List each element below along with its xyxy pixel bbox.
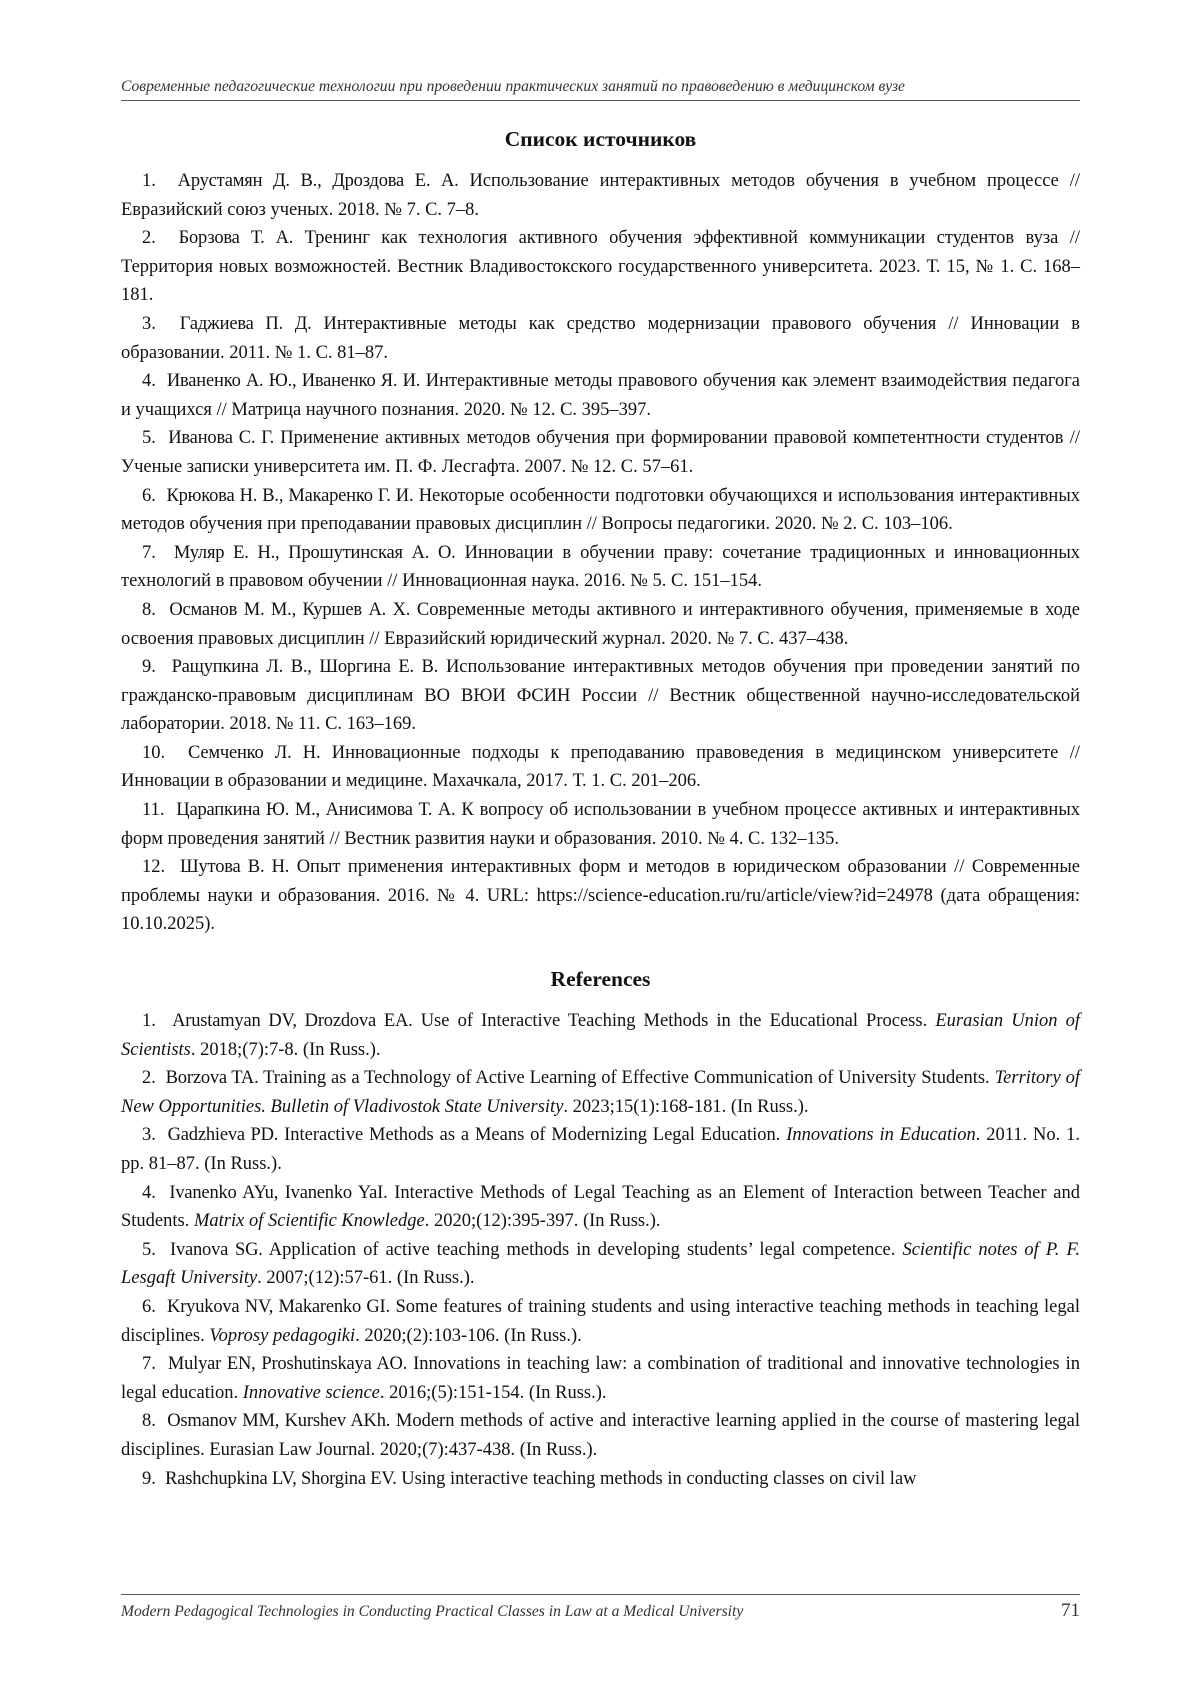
reference-item-1 [121, 1007, 1080, 1064]
source-text: Тренинг как технология активного обучения эффективной коммуникации студентов вуза // Территория новых возможностей. Вестник Владивостокского государственного университета. 2023. Т. 15, № 1. С. 168–181. [121, 228, 1080, 306]
footer-title: Modern Pedagogical Technologies in Conducting Practical Classes in Law at a Medical University [121, 1603, 744, 1620]
reference-details: . 2018;(7):7-8. (In Russ.). [190, 1039, 381, 1060]
reference-number: 6. [142, 1296, 156, 1317]
source-author: Ращупкина Л. В., Шоргина Е. В. [171, 657, 439, 678]
source-item-10 [121, 739, 1080, 796]
source-item-7 [121, 539, 1080, 596]
source-author: Крюкова Н. В., Макаренко Г. И. [166, 485, 414, 506]
reference-details: . 2007;(12):57-61. (In Russ.). [257, 1268, 475, 1289]
source-author: Гаджиева П. Д. [179, 313, 312, 334]
reference-item-4 [121, 1179, 1080, 1236]
source-number: 6. [142, 485, 156, 506]
reference-journal: Innovations in Education [786, 1125, 976, 1146]
source-text: Интерактивные методы правового обучения как элемент взаимодействия педагога и учащихся // Матрица научного познания. 2020. № 12. С. 395–397. [121, 371, 1080, 420]
source-text: Использование интерактивных методов обучения в учебном процессе // Евразийский союз ученых. 2018. № 7. С. 7–8. [121, 171, 1081, 220]
reference-item-8 [121, 1407, 1080, 1464]
reference-journal: Innovative science [242, 1382, 380, 1403]
source-number: 4. [142, 371, 156, 392]
source-number: 9. [142, 657, 156, 678]
reference-item-7 [121, 1350, 1080, 1407]
source-author: Арустамян Д. В., Дроздова Е. А. [177, 171, 459, 191]
source-text: Некоторые особенности подготовки обучающихся и использования интерактивных методов обучения при преподавании правовых дисциплин // Вопросы педагогики. 2020. № 2. С. 103–106. [121, 485, 1081, 535]
source-text: К вопросу об использовании в учебном процессе активных и интерактивных форм проведения занятий // Вестник развития науки и образования. 2010. № 4. С. 132–135. [121, 800, 1080, 849]
source-number: 11. [142, 800, 165, 821]
source-text: Современные методы активного и интерактивного обучения, применяемые в ходе освоения правовых дисциплин // Евразийский юридический журнал. 2020. № 7. С. 437–438. [121, 599, 1081, 649]
source-number: 3. [142, 313, 156, 334]
reference-details: . 2023;15(1):168-181. (In Russ.). [563, 1096, 809, 1117]
source-item-12 [121, 853, 1080, 939]
source-author: Царапкина Ю. М., Анисимова Т. А. [176, 800, 456, 821]
source-number: 2. [142, 228, 156, 249]
reference-text: Some features of training students and using interactive teaching methods in teaching legal disciplines. [121, 1296, 1080, 1346]
page-number: 71 [1061, 1600, 1080, 1621]
running-header: Современные педагогические технологии при проведении практических занятий по правоведению в медицинском вузе [121, 78, 1080, 101]
reference-journal: Matrix of Scientific Knowledge [193, 1211, 425, 1232]
source-text: Применение активных методов обучения при формировании правовой компетентности студентов // Ученые записки университета им. П. Ф. Лесгафта. 2007. № 12. С. 57–61. [121, 428, 1080, 477]
reference-number: 4. [142, 1182, 156, 1203]
reference-details: . 2020;(2):103-106. (In Russ.). [355, 1325, 582, 1346]
reference-text: Application of active teaching methods in developing students’ legal competence. [262, 1239, 903, 1260]
reference-number: 8. [142, 1411, 156, 1432]
reference-author: Osmanov MM, Kurshev AKh. [167, 1411, 391, 1432]
source-item-5 [121, 424, 1080, 481]
source-text: Использование интерактивных методов обучения при проведении занятий по гражданско-правовым дисциплинам ВО ВЮИ ФСИН России // Вестник общественной научно-исследовательской лаборатории. 2018. № 11. С. 163–169. [121, 657, 1080, 735]
source-number: 10. [142, 742, 166, 763]
sources-list [121, 167, 1080, 939]
source-item-4 [121, 367, 1080, 424]
source-author: Иванова С. Г. [168, 428, 275, 449]
reference-number: 1. [142, 1011, 156, 1032]
source-text: Интерактивные методы как средство модернизации правового обучения // Инновации в образовании. 2011. № 1. С. 81–87. [121, 313, 1080, 363]
reference-text: Innovations in teaching law: a combination of traditional and innovative technologies in legal education. [121, 1354, 1081, 1403]
source-author: Османов М. М., Куршев А. Х. [169, 599, 411, 620]
reference-journal: Territory of New Opportunities. Bulletin of Vladivostok State University [121, 1068, 1080, 1117]
source-text: Опыт применения интерактивных форм и методов в юридическом образовании // Современные проблемы науки и образования. 2016. № 4. URL: https://science-education.ru/ru/article/view?id=24978 (дата обращения: 10.10.2025). [121, 857, 1081, 935]
sources-title: Список источников [504, 127, 697, 151]
source-text: Инновационные подходы к преподаванию правоведения в медицинском университете // Инновации в образовании и медицине. Махачкала, 2017. Т. 1. С. 201–206. [121, 742, 1080, 792]
reference-author: Arustamyan DV, Drozdova EA. [172, 1011, 413, 1032]
source-number: 12. [142, 857, 166, 878]
source-author: Шутова В. Н. [180, 857, 290, 878]
reference-text: Use of Interactive Teaching Methods in the Educational Process. [412, 1011, 936, 1032]
references-title: References [550, 967, 651, 992]
source-item-11 [121, 796, 1080, 853]
reference-text: Interactive Methods of Legal Teaching as an Element of Interaction between Teacher and Students. [121, 1182, 1080, 1232]
page-content [121, 125, 1080, 1493]
reference-author: Ivanova SG. [169, 1239, 263, 1260]
source-number: 1. [142, 171, 156, 191]
reference-number: 5. [142, 1239, 156, 1260]
reference-item-3 [121, 1121, 1080, 1178]
source-number: 7. [142, 542, 156, 563]
reference-number: 3. [142, 1125, 156, 1146]
reference-author: Borzova TA. [165, 1068, 259, 1089]
source-number: 8. [142, 599, 156, 620]
reference-journal: Eurasian Union of Scientists [121, 1011, 1080, 1060]
source-text: Инновации в обучении праву: сочетание традиционных и инновационных технологий в правовом обучении // Инновационная наука. 2016. № 5. С. 151–154. [121, 542, 1080, 592]
source-item-8 [121, 596, 1080, 653]
reference-number: 2. [142, 1068, 156, 1089]
reference-item-6 [121, 1293, 1080, 1350]
page-footer [121, 1594, 1080, 1622]
reference-number: 7. [142, 1354, 156, 1375]
source-author: Иваненко А. Ю., Иваненко Я. И. [166, 371, 421, 392]
reference-item-2 [121, 1064, 1080, 1121]
reference-author: Kryukova NV, Makarenko GI. [167, 1296, 390, 1317]
reference-journal: Scientific notes of P. F. Lesgaft University [121, 1239, 1081, 1289]
source-item-9 [121, 653, 1080, 739]
reference-number: 9. [142, 1468, 156, 1489]
source-number: 5. [142, 428, 156, 449]
reference-journal: Voprosy pedagogiki [209, 1325, 356, 1346]
reference-author: Ivanenko AYu, Ivanenko YaI. [169, 1182, 388, 1203]
source-author: Семченко Л. Н. [187, 742, 321, 763]
source-item-1 [121, 167, 1080, 224]
reference-text: Training as a Technology of Active Learning of Effective Communication of University Students. [258, 1068, 995, 1089]
reference-text: Using interactive teaching methods in conducting classes on civil law [396, 1468, 917, 1489]
reference-details: . 2020;(12):395-397. (In Russ.). [424, 1211, 661, 1232]
source-item-6 [121, 482, 1080, 539]
references-list [121, 1007, 1080, 1493]
reference-author: Rashchupkina LV, Shorgina EV. [165, 1468, 397, 1489]
reference-item-5 [121, 1236, 1080, 1293]
source-item-3 [121, 310, 1080, 367]
reference-details: . 2011. No. 1. pp. 81–87. (In Russ.). [121, 1125, 1080, 1174]
reference-author: Mulyar EN, Proshutinskaya AO. [167, 1354, 408, 1375]
reference-text: Modern methods of active and interactive learning applied in the course of mastering legal disciplines. Eurasian Law Journal. 2020;(7):437-438. (In Russ.). [121, 1411, 1081, 1460]
source-author: Борзова Т. А. [178, 228, 294, 249]
reference-author: Gadzhieva PD. [167, 1125, 279, 1146]
source-item-2 [121, 224, 1080, 310]
reference-item-9 [121, 1465, 1080, 1494]
reference-text: Interactive Methods as a Means of Modernizing Legal Education. [278, 1125, 787, 1146]
reference-details: . 2016;(5):151-154. (In Russ.). [379, 1382, 607, 1403]
source-author: Муляр Е. Н., Прошутинская А. О. [173, 542, 456, 563]
